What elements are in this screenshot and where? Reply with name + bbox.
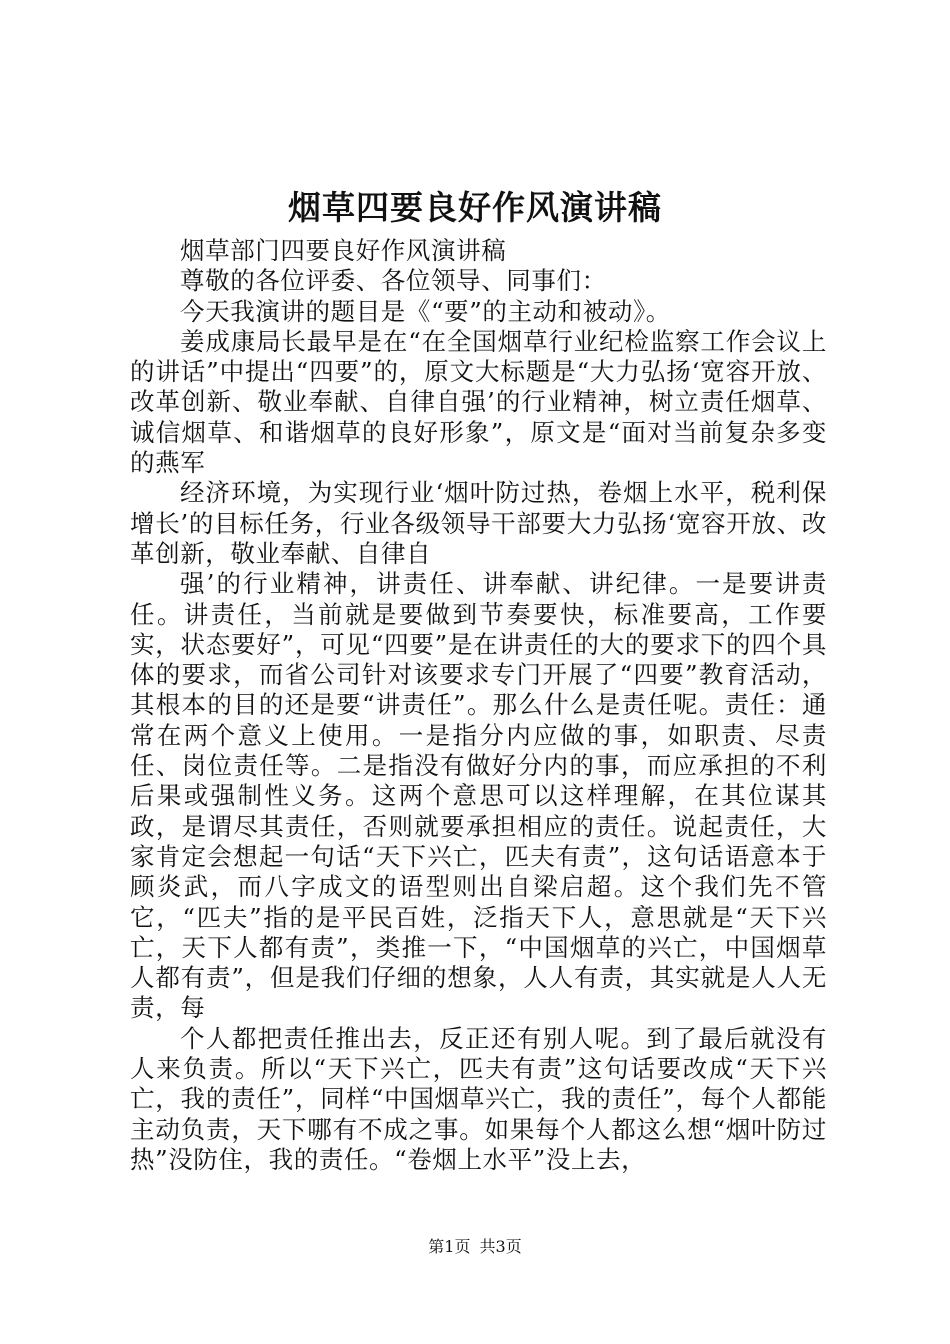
paragraph-responsibility: 强’的行业精神，讲责任、讲奉献、讲纪律。一是要讲责任。讲责任，当前就是要做到节奏要快，标准要高，工作要实，状态要好”，可见“四要”是在讲责任的大的要求下的四个具体的要求，而省公司针对该要求专门开展了“四要”教育活动，其根本的目的还是要“讲责任”。那么什么是责任呢。责任：通常在两个意义上使用。一是指分内应做的事，如职责、尽责任、岗位责任等。二是指没有做好分内的事，而应承担的不利后果或强制性义务。这两个意思可以这样理解，在其位谋其政，是谓尽其责任，否则就要承担相应的责任。说起责任，大家肯定会想起一句话“天下兴亡，匹夫有责”，这句话语意本于顾炎武，而八字成文的语型则出自梁启超。这个我们先不管它，“匹夫”指的是平民百姓，泛指天下人，意思就是“天下兴亡，天下人都有责”，类推一下，“中国烟草的兴亡，中国烟草人都有责”，但是我们仔细的想象，人人有责，其实就是人人无责，每 <box>130 569 827 1023</box>
page-footer <box>0 1237 950 1257</box>
document-body <box>130 236 827 1175</box>
paragraph-subtitle: 烟草部门四要良好作风演讲稿 <box>180 236 507 265</box>
paragraph-origin: 姜成康局长最早是在“在全国烟草行业纪检监察工作会议上的讲话”中提出“四要”的，原文大标题是“大力弘扬‘宽容开放、改革创新、敬业奉献、自律自强’的行业精神，树立责任烟草、诚信烟草、和谐烟草的良好形象”，原文是“面对当前复杂多变的燕军 <box>130 326 827 478</box>
page-total: 共3页 <box>479 1237 522 1256</box>
paragraph-conclusion: 个人都把责任推出去，反正还有别人呢。到了最后就没有人来负责。所以“天下兴亡，匹夫有责”这句话要改成“天下兴亡，我的责任”，同样“中国烟草兴亡，我的责任”，每个人都能主动负责，天下哪有不成之事。如果每个人都这么想“烟叶防过热”没防住，我的责任。“卷烟上水平”没上去， <box>130 1023 827 1174</box>
paragraph-salutation: 尊敬的各位评委、各位领导、同事们： <box>180 266 607 296</box>
document-title: 烟草四要良好作风演讲稿 <box>288 188 662 227</box>
paragraph-topic: 今天我演讲的题目是《“要”的主动和被动》。 <box>180 296 671 326</box>
paragraph-economy: 经济环境，为实现行业‘烟叶防过热，卷烟上水平，税利保增长’的目标任务，行业各级领导干部要大力弘扬‘宽容开放、改革创新，敬业奉献、自律自 <box>130 478 827 568</box>
page-number: 第1页 <box>428 1237 471 1256</box>
